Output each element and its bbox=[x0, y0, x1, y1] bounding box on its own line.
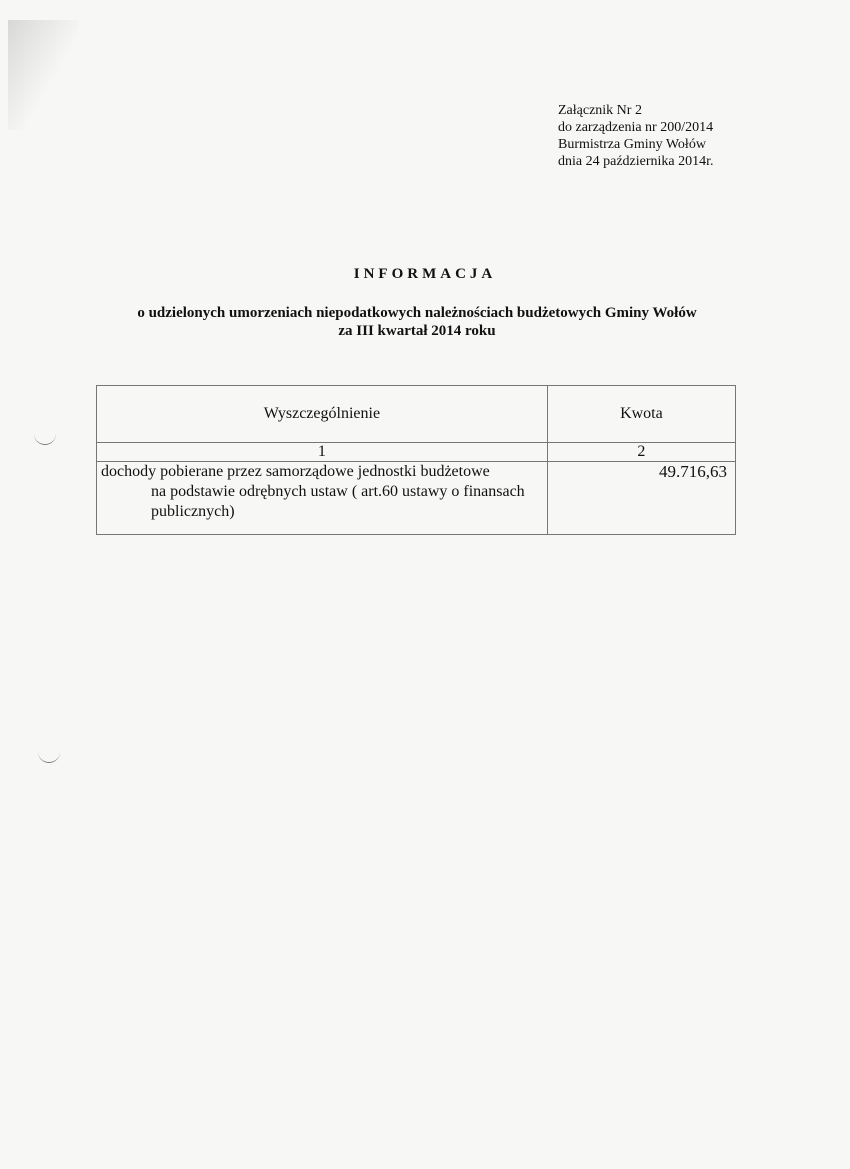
punch-hole-mark bbox=[34, 432, 56, 445]
subtitle-line-1: o udzielonych umorzeniach niepodatkowych należnościach budżetowych Gminy Wołów bbox=[137, 305, 697, 321]
punch-hole-mark bbox=[38, 750, 60, 763]
attachment-line-4: dnia 24 października 2014r. bbox=[558, 154, 714, 169]
row-description-first-line: dochody pobierane przez samorządowe jednostki budżetowe bbox=[101, 463, 490, 480]
scan-edge-shadow bbox=[8, 20, 78, 130]
document-title: INFORMACJA bbox=[353, 266, 497, 282]
row-amount: 49.716,63 bbox=[547, 462, 735, 535]
header-description: Wyszczególnienie bbox=[97, 386, 548, 443]
attachment-note bbox=[558, 102, 714, 170]
attachment-line-2: do zarządzenia nr 200/2014 bbox=[558, 120, 714, 135]
header-amount: Kwota bbox=[547, 386, 735, 443]
column-number-2: 2 bbox=[547, 443, 735, 462]
table-header-row bbox=[97, 386, 736, 443]
info-table bbox=[96, 385, 736, 535]
attachment-line-1: Załącznik Nr 2 bbox=[558, 103, 642, 118]
row-description-continuation: na podstawie odrębnych ustaw ( art.60 ustawy o finansach publicznych) bbox=[151, 483, 525, 520]
table-column-number-row bbox=[97, 443, 736, 462]
table-row bbox=[97, 462, 736, 535]
attachment-line-3: Burmistrza Gminy Wołów bbox=[558, 137, 706, 152]
row-description bbox=[97, 462, 548, 535]
subtitle-line-2: za III kwartał 2014 roku bbox=[338, 323, 496, 339]
document-subtitle bbox=[0, 304, 834, 340]
column-number-1: 1 bbox=[97, 443, 548, 462]
